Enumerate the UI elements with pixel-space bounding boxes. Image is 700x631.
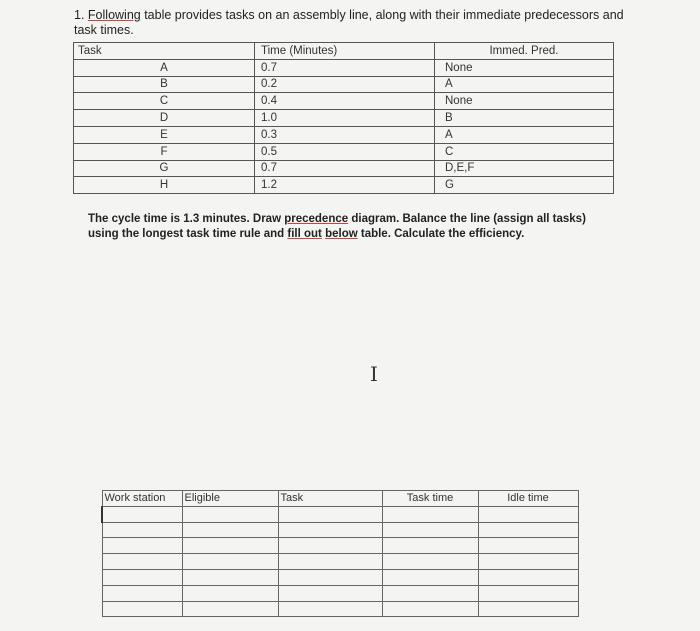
balance-table-header-row	[102, 491, 578, 507]
time-cell: 0.3	[255, 126, 435, 143]
task-cell: A	[74, 59, 255, 76]
time-cell: 0.7	[255, 160, 435, 177]
question-body: table provides tasks on an assembly line, along with their immediate predecessors and task times.	[74, 8, 624, 37]
task-cell: E	[74, 126, 255, 143]
empty-cell[interactable]	[102, 585, 182, 601]
empty-cell[interactable]	[382, 538, 478, 554]
time-cell: 0.7	[255, 59, 435, 76]
instructions-word-below: below	[325, 228, 358, 240]
table-row[interactable]	[102, 569, 578, 585]
table-row[interactable]	[102, 506, 578, 522]
empty-cell[interactable]	[182, 538, 278, 554]
header-immed-pred: Immed. Pred.	[435, 43, 614, 60]
table-row[interactable]	[102, 538, 578, 554]
empty-cell[interactable]	[182, 506, 278, 522]
task-cell: B	[74, 76, 255, 93]
table-row	[74, 76, 614, 93]
empty-cell[interactable]	[478, 506, 578, 522]
header-task: Task	[278, 491, 382, 507]
empty-cell[interactable]	[102, 601, 182, 617]
header-idle-time: Idle time	[478, 491, 578, 507]
instructions-word-fill: fill out	[287, 228, 322, 240]
empty-cell[interactable]	[382, 585, 478, 601]
time-cell: 1.2	[255, 177, 435, 194]
table-row	[74, 110, 614, 127]
time-cell: 0.5	[255, 143, 435, 160]
empty-cell[interactable]	[478, 538, 578, 554]
task-cell: F	[74, 143, 255, 160]
empty-cell[interactable]	[382, 506, 478, 522]
empty-cell[interactable]	[102, 506, 182, 522]
header-work-station: Work station	[102, 491, 182, 507]
empty-cell[interactable]	[478, 601, 578, 617]
table-row[interactable]	[102, 585, 578, 601]
table-row	[74, 59, 614, 76]
task-cell: C	[74, 93, 255, 110]
table-row	[74, 93, 614, 110]
instructions-part4: table. Calculate the efficiency.	[357, 228, 525, 240]
table-row	[74, 143, 614, 160]
pred-cell: A	[435, 126, 614, 143]
empty-cell[interactable]	[478, 569, 578, 585]
instructions-part1: The cycle time is 1.3 minutes. Draw	[88, 213, 285, 225]
empty-cell[interactable]	[478, 522, 578, 538]
empty-cell[interactable]	[278, 601, 382, 617]
empty-cell[interactable]	[478, 585, 578, 601]
table-row	[74, 160, 614, 177]
line-balancing-table	[101, 490, 579, 617]
header-task: Task	[74, 43, 255, 60]
empty-cell[interactable]	[278, 585, 382, 601]
empty-cell[interactable]	[382, 554, 478, 570]
empty-cell[interactable]	[102, 538, 182, 554]
empty-cell[interactable]	[478, 554, 578, 570]
pred-cell: A	[435, 76, 614, 93]
instructions-word-precedence: precedence	[284, 213, 349, 225]
empty-cell[interactable]	[182, 554, 278, 570]
pred-cell: G	[435, 177, 614, 194]
table-row	[74, 177, 614, 194]
empty-cell[interactable]	[182, 585, 278, 601]
empty-cell[interactable]	[278, 538, 382, 554]
pred-cell: D,E,F	[435, 160, 614, 177]
task-table-header-row	[74, 43, 614, 60]
header-time: Time (Minutes)	[255, 43, 435, 60]
question-text	[74, 8, 634, 38]
empty-cell[interactable]	[382, 601, 478, 617]
empty-cell[interactable]	[182, 522, 278, 538]
header-eligible: Eligible	[182, 491, 278, 507]
time-cell: 1.0	[255, 110, 435, 127]
empty-cell[interactable]	[278, 554, 382, 570]
table-row[interactable]	[102, 554, 578, 570]
text-cursor-icon: I	[370, 362, 378, 386]
question-number: 1.	[74, 8, 85, 22]
instructions-text	[88, 212, 608, 242]
pred-cell: C	[435, 143, 614, 160]
empty-cell[interactable]	[278, 569, 382, 585]
task-cell: D	[74, 110, 255, 127]
time-cell: 0.2	[255, 76, 435, 93]
empty-cell[interactable]	[182, 601, 278, 617]
time-cell: 0.4	[255, 93, 435, 110]
table-row	[74, 126, 614, 143]
empty-cell[interactable]	[382, 522, 478, 538]
pred-cell: None	[435, 93, 614, 110]
empty-cell[interactable]	[102, 569, 182, 585]
header-task-time: Task time	[382, 491, 478, 507]
empty-cell[interactable]	[182, 569, 278, 585]
balance-table-body	[102, 506, 578, 617]
empty-cell[interactable]	[278, 506, 382, 522]
empty-cell[interactable]	[382, 569, 478, 585]
empty-cell[interactable]	[102, 554, 182, 570]
empty-cell[interactable]	[102, 522, 182, 538]
task-table	[73, 42, 614, 194]
question-underlined-word: Following	[87, 8, 141, 22]
empty-cell[interactable]	[278, 522, 382, 538]
task-cell: G	[74, 160, 255, 177]
pred-cell: B	[435, 110, 614, 127]
instructions-part2: diagram. Balance the line (assign all tasks) using the longest task time rule and	[88, 213, 586, 240]
table-row[interactable]	[102, 522, 578, 538]
table-row[interactable]	[102, 601, 578, 617]
pred-cell: None	[435, 59, 614, 76]
task-cell: H	[74, 177, 255, 194]
